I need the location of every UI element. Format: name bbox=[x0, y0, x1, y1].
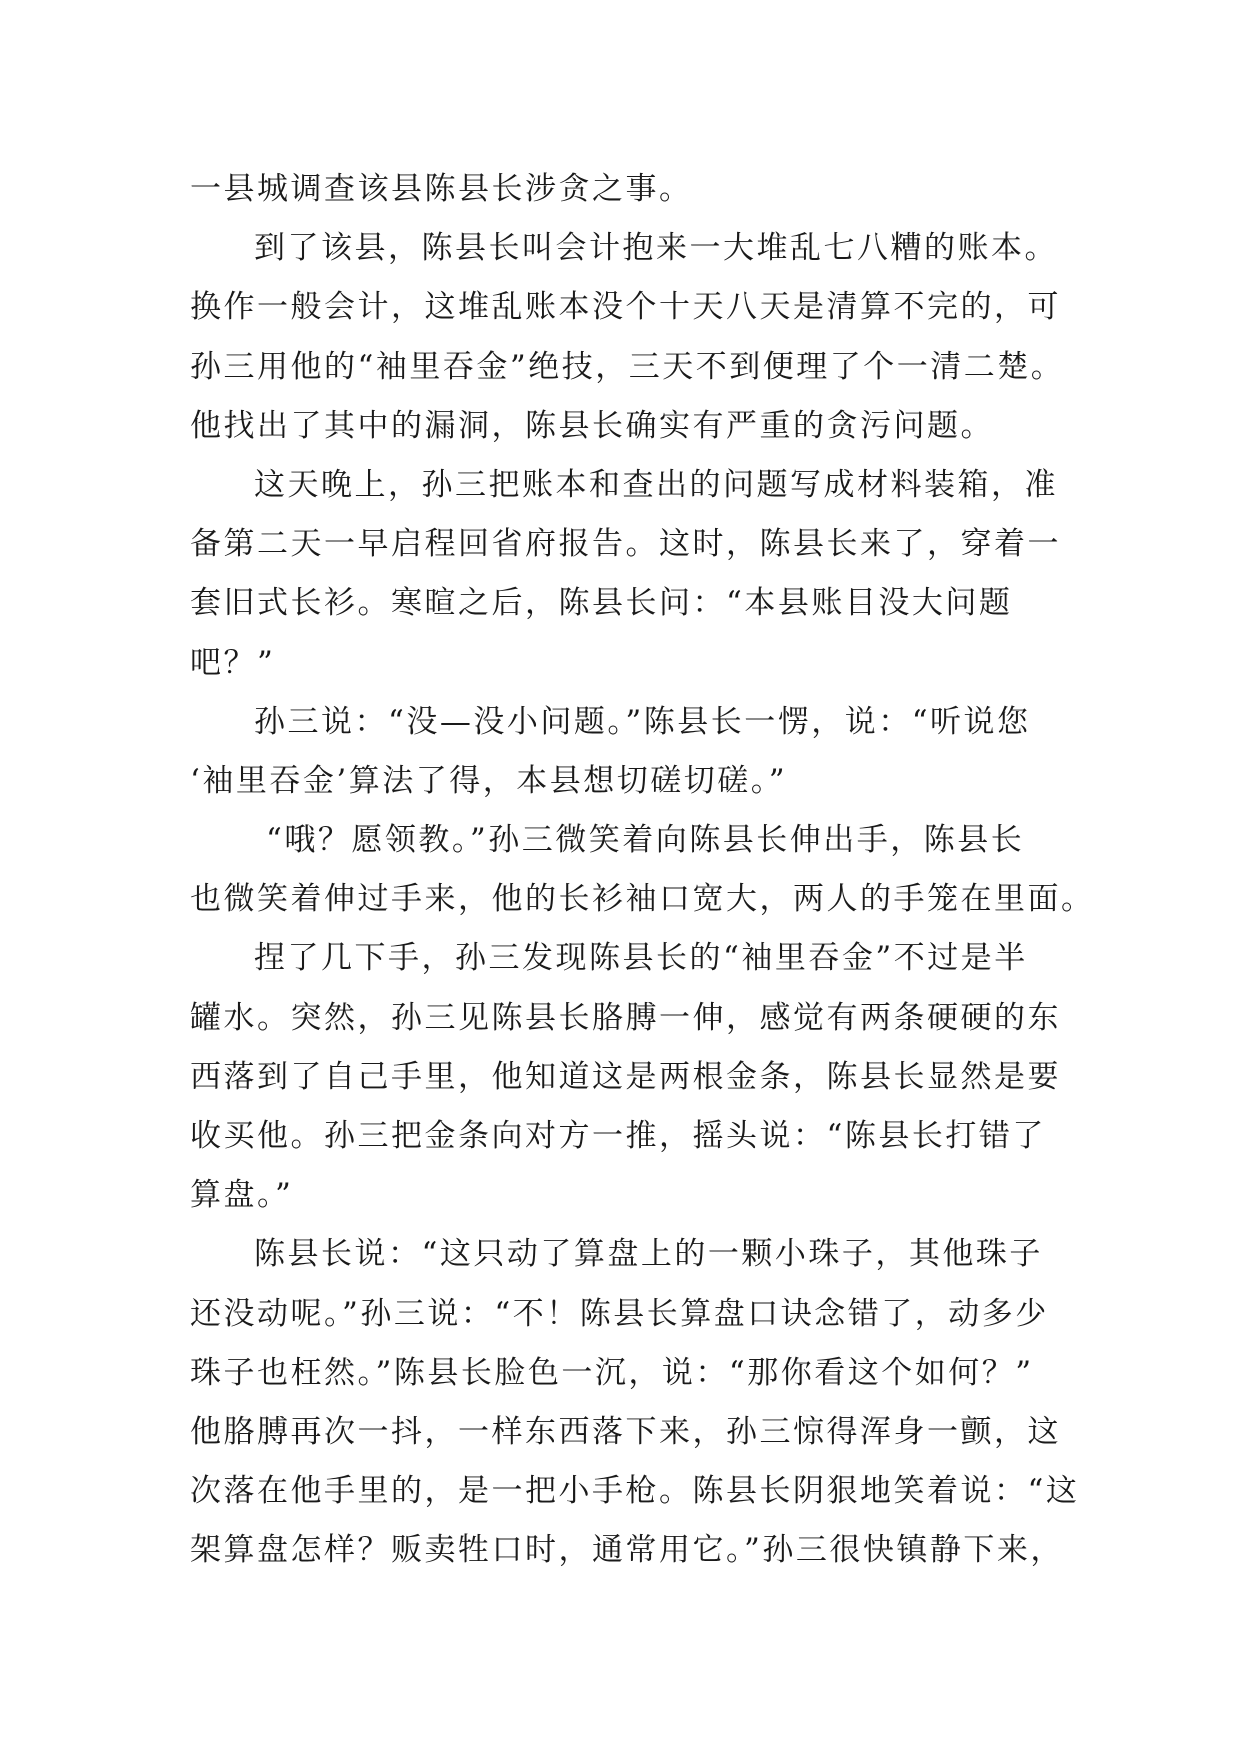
text-line: 算盘。” bbox=[190, 1177, 294, 1214]
paragraph-start-line: 这天晚上，孙三把账本和查出的问题写成材料装箱，准 bbox=[254, 466, 1058, 503]
text-line: 换作一般会计，这堆乱账本没个十天八天是清算不完的，可 bbox=[190, 289, 1061, 326]
text-line: ‘袖里吞金’算法了得，本县想切磋切磋。” bbox=[190, 762, 788, 799]
text-line: 他胳膊再次一抖，一样东西落下来，孙三惊得浑身一颤，这 bbox=[190, 1413, 1061, 1450]
text-line: 也微笑着伸过手来，他的长衫袖口宽大，两人的手笼在里面。 bbox=[190, 881, 1095, 918]
text-line: 一县城调查该县陈县长涉贪之事。 bbox=[190, 171, 693, 207]
text-line: 罐水。突然，孙三见陈县长胳膊一伸，感觉有两条硬硬的东 bbox=[190, 999, 1061, 1036]
paragraph-start-line: 到了该县，陈县长叫会计抱来一大堆乱七八糟的账本。 bbox=[254, 230, 1058, 267]
text-line: 他找出了其中的漏洞，陈县长确实有严重的贪污问题。 bbox=[190, 407, 994, 444]
paragraph-start-line: “哦？愿领教。”孙三微笑着向陈县长伸出手，陈县长 bbox=[266, 822, 1025, 859]
text-line: 珠子也枉然。”陈县长脸色一沉，说：“那你看这个如何？” bbox=[190, 1354, 1034, 1391]
paragraph-start-line: 捏了几下手，孙三发现陈县长的“袖里吞金”不过是半 bbox=[254, 940, 1028, 977]
text-line: 次落在他手里的，是一把小手枪。陈县长阴狠地笑着说：“这 bbox=[190, 1473, 1080, 1510]
text-line: 吧？” bbox=[190, 644, 276, 681]
text-line: 孙三用他的“袖里吞金”绝技，三天不到便理了个一清二楚。 bbox=[190, 348, 1065, 385]
text-line: 备第二天一早启程回省府报告。这时，陈县长来了，穿着一 bbox=[190, 526, 1061, 563]
text-line: 收买他。孙三把金条向对方一推，摇头说：“陈县长打错了 bbox=[190, 1118, 1046, 1154]
text-line: 还没动呢。”孙三说：“不！陈县长算盘口诀念错了，动多少 bbox=[190, 1295, 1049, 1332]
paragraph-start-line: 孙三说：“没—没小问题。”陈县长一愣，说：“听说您 bbox=[254, 703, 1031, 740]
text-line: 架算盘怎样？贩卖牲口时，通常用它。”孙三很快镇静下来， bbox=[190, 1532, 1064, 1569]
text-line: 套旧式长衫。寒暄之后，陈县长问：“本县账目没大问题 bbox=[190, 585, 1013, 622]
text-line: 西落到了自己手里，他知道这是两根金条，陈县长显然是要 bbox=[190, 1058, 1061, 1095]
paragraph-start-line: 陈县长说：“这只动了算盘上的一颗小珠子，其他珠子 bbox=[254, 1236, 1043, 1273]
story-text bbox=[190, 160, 1095, 1581]
